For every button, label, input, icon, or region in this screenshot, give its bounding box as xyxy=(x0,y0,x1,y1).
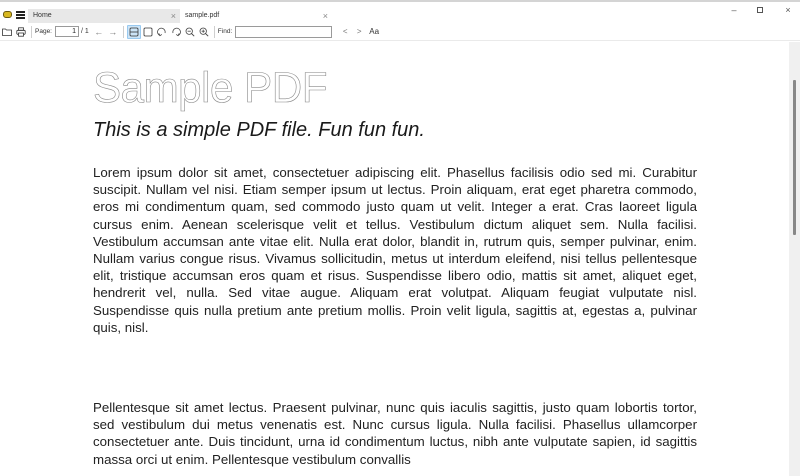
find-input[interactable] xyxy=(235,26,332,38)
tab-label: Home xyxy=(33,12,52,19)
zoom-in-icon[interactable] xyxy=(197,25,211,39)
fit-page-icon[interactable] xyxy=(141,25,155,39)
close-icon[interactable]: × xyxy=(170,11,176,21)
sumatra-logo-icon xyxy=(3,11,12,18)
zoom-out-icon[interactable] xyxy=(183,25,197,39)
tab-home[interactable] xyxy=(28,9,180,23)
document-view[interactable] xyxy=(0,42,789,476)
toolbar-divider xyxy=(31,26,32,38)
toolbar xyxy=(0,23,800,41)
close-icon[interactable]: × xyxy=(322,11,328,21)
paragraph: Pellentesque sit amet lectus. Praesent pulvinar, nunc quis iaculis sagittis, justo quam lobortis tortor, sed vestibulum dui metus venenatis est. Nunc cursus ligula. Nulla facilisi. Phasellus ullamcorper consectetuer ante. Duis tincidunt, urna id condimentum luctus, nibh ante vulputate sapien, id sagittis massa orci ut enim. Pellentesque vestibulum convallis xyxy=(93,400,697,467)
maximize-icon xyxy=(757,7,763,13)
arrow-right-icon[interactable]: → xyxy=(108,26,118,37)
page-label: Page: xyxy=(35,28,52,35)
fit-width-icon[interactable] xyxy=(127,25,141,39)
pdf-subtitle: This is a simple PDF file. Fun fun fun. xyxy=(93,119,425,141)
chevron-left-icon[interactable]: < xyxy=(342,27,348,36)
pdf-title: Sample PDF xyxy=(93,64,327,112)
rotate-left-icon[interactable] xyxy=(155,25,169,39)
toolbar-divider xyxy=(214,26,215,38)
arrow-left-icon[interactable]: ← xyxy=(94,26,104,37)
vertical-scrollbar[interactable] xyxy=(789,42,800,476)
hamburger-menu-icon[interactable] xyxy=(16,11,25,19)
tab-bar xyxy=(0,2,800,22)
maximize-button[interactable] xyxy=(753,5,767,15)
close-window-button[interactable]: × xyxy=(785,5,791,15)
minimize-button[interactable]: – xyxy=(731,5,737,15)
match-case-button[interactable]: Aa xyxy=(369,27,380,36)
folder-open-icon[interactable] xyxy=(0,25,14,39)
paragraph: Lorem ipsum dolor sit amet, consectetuer adipiscing elit. Phasellus facilisis odio sed mi. Curabitur suscipit. Nullam vel nisi. Etiam semper ipsum ut lectus. Proin aliquam, erat eget pharetra commodo, eros mi condimentum quam, sed commodo justo quam ut velit. Integer a erat. Cras laoreet ligula cursus enim. Aenean scelerisque velit et tellus. Vestibulum dictum aliquet sem. Nulla facilisi. Vestibulum accumsan ante vitae elit. Nulla erat dolor, blandit in, rutrum quis, semper pulvinar, enim. Nullam varius congue risus. Vivamus sollicitudin, metus ut interdum eleifend, nisi tellus pellentesque elit, tristique accumsan eros quam et risus. Suspendisse libero odio, mattis sit amet, aliquet eget, hendrerit vel, nulla. Sed vitae augue. Aliquam erat volutpat. Aliquam feugiat vulputate nisl. Suspendisse quis nulla pretium ante pretium mollis. Proin velit ligula, sagittis at, egestas a, pulvinar quis, nisl. xyxy=(93,165,697,335)
toolbar-divider xyxy=(123,26,124,38)
find-label: Find: xyxy=(217,28,233,35)
scrollbar-thumb[interactable] xyxy=(793,80,796,235)
chevron-right-icon[interactable]: > xyxy=(356,27,362,36)
rotate-right-icon[interactable] xyxy=(169,25,183,39)
page-number-input[interactable] xyxy=(55,26,79,37)
tab-label: sample.pdf xyxy=(185,12,220,19)
print-icon[interactable] xyxy=(14,25,28,39)
tab-sample-pdf[interactable] xyxy=(180,9,332,23)
page-total: / 1 xyxy=(81,28,89,35)
